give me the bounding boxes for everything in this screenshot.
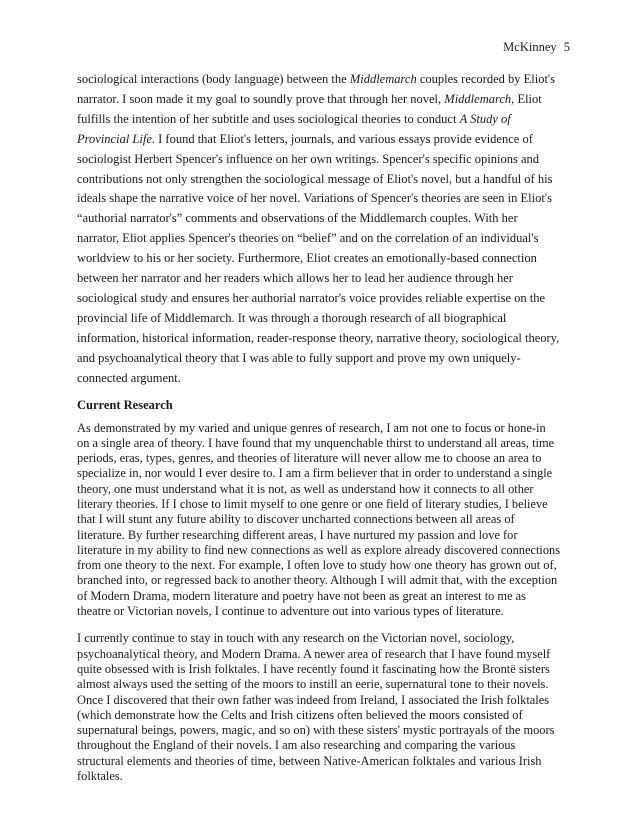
text-line: As demonstrated by my varied and unique genres of research, I am not one to focus or hone-in <box>77 420 546 435</box>
text-line: sociological study and ensures her authorial narrator's voice provides reliable expertise on the <box>77 290 546 305</box>
text-line: Provincial Life. I found that Eliot's letters, journals, and various essays provide evidence of <box>77 131 533 146</box>
text-line: theatre or Victorian novels, I continue to adventure out into various types of literature. <box>77 604 504 619</box>
text-line: literature. By further researching different areas, I have nurtured my passion and love for <box>77 527 518 542</box>
text-line: sociologist Herbert Spencer's influence on her own writings. Spencer's specific opinions and <box>77 151 540 166</box>
text-line: sociological interactions (body language) between the Middlemarch couples recorded by Eliot's <box>77 72 556 86</box>
document-body <box>77 70 569 784</box>
text-line: psychoanalytical theory, and Modern Drama. A newer area of research that I have found myself <box>77 646 551 661</box>
text-line: contributions not only strengthen the sociological message of Eliot's novel, but a handful of his <box>77 171 553 186</box>
text-line: almost always used the setting of the moors to instill an eerie, supernatural tone to their novels. <box>77 677 549 692</box>
header-author: McKinney <box>503 40 557 54</box>
paragraph-previous-research <box>77 70 569 389</box>
paragraph-current-research-2 <box>77 631 569 784</box>
text-line: from one theory to the next. For example, I often love to study how one theory has grown out of, <box>77 558 557 573</box>
text-line: of Modern Drama, modern literature and poetry have not been as great an interest to me as <box>77 588 526 603</box>
text-line: theory, one must understand what it is not, as well as understand how it connects to all other <box>77 481 534 496</box>
paragraph-current-research-1 <box>77 421 569 620</box>
text-line: specialize in, nor would I ever desire to. I am a firm believer that in order to understand a single <box>77 466 553 481</box>
text-line: and psychoanalytical theory that I was able to fully support and prove my own uniquely- <box>77 350 521 365</box>
text-line: throughout the England of their novels. I am also researching and comparing the various <box>77 738 516 753</box>
text-line: between her narrator and her readers which allows her to lead her audience through her <box>77 271 513 286</box>
text-line: information, historical information, reader-response theory, narrative theory, sociological theory, <box>77 330 560 345</box>
text-line: “authorial narrator's” comments and observations of the Middlemarch couples. With her <box>77 211 518 226</box>
text-line: narrator. I soon made it my goal to soundly prove that through her novel, Middlemarch, Eliot <box>77 91 542 106</box>
text-line: on a single area of theory. I have found that my unquenchable thirst to understand all areas, time <box>77 435 555 450</box>
text-line: (which demonstrate how the Celts and Irish citizens often believed the moors consisted of <box>77 707 523 722</box>
text-line: periods, eras, types, genres, and theories of literature will never allow me to choose an area to <box>77 451 542 466</box>
header-page-number: 5 <box>563 40 570 54</box>
text-line: structural elements and theories of time, between Native-American folktales and various Irish <box>77 753 542 768</box>
text-line: worldview to his or her society. Furthermore, Eliot creates an emotionally-based connection <box>77 251 537 266</box>
text-line: connected argument. <box>77 370 181 385</box>
running-header <box>503 40 570 55</box>
text-line: literary theories. If I chose to limit myself to one genre or one field of literary studies, I believe <box>77 496 548 511</box>
text-line: that I will stunt any future ability to discover uncharted connections between all areas of <box>77 512 515 527</box>
text-line: quite obsessed with is Irish folktales. I have recently found it fascinating how the Brontë sisters <box>77 661 550 676</box>
text-line: supernatural beings, powers, magic, and so on) with these sisters' mystic portrayals of the moors <box>77 723 555 738</box>
text-line: provincial life of Middlemarch. It was through a thorough research of all biographical <box>77 310 507 325</box>
text-line: I currently continue to stay in touch with any research on the Victorian novel, sociology, <box>77 631 515 646</box>
text-line: narrator, Eliot applies Spencer's theories on “belief” and on the correlation of an individual's <box>77 231 539 246</box>
text-line: branched into, or regressed back to another theory. Although I will admit that, with the exception <box>77 573 558 588</box>
text-line: folktales. <box>77 769 123 784</box>
section-heading-current-research: Current Research <box>77 397 173 412</box>
text-line: Once I discovered that their own father was indeed from Ireland, I associated the Irish folktales <box>77 692 550 707</box>
text-line: literature in my ability to find new connections as well as explore already discovered connections <box>77 542 561 557</box>
text-line: fulfills the intention of her subtitle and uses sociological theories to conduct A Study of <box>77 111 511 126</box>
text-line: ideals shape the narrative voice of her novel. Variations of Spencer's theories are seen in Eliot's <box>77 191 552 206</box>
